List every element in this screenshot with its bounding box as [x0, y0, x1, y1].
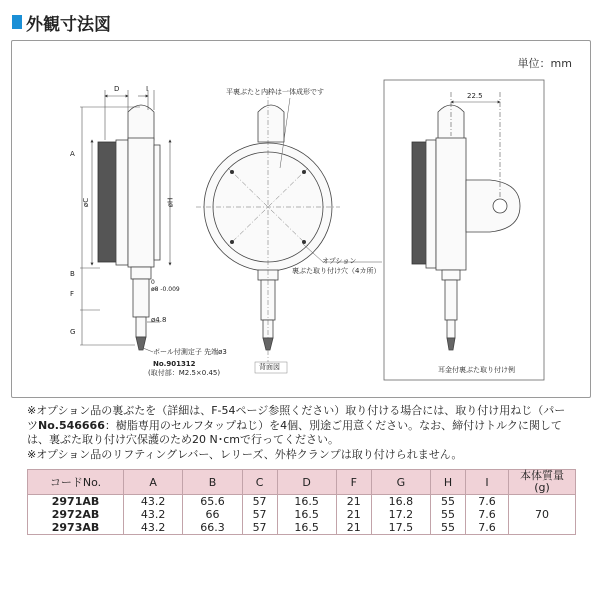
dim-d-label: D [114, 85, 120, 93]
header-mass-line1: 本体質量 [520, 469, 564, 482]
table-cell: 57 [242, 495, 277, 509]
table-cell: 21 [336, 508, 371, 521]
lug-view [412, 105, 520, 350]
table-cell: 55 [431, 521, 466, 535]
side-back [154, 145, 160, 260]
table-cell: 16.5 [277, 495, 336, 509]
dim-f-label: F [70, 290, 75, 298]
note-1-part-b: ：樹脂専用のセルフタップねじ）を4個、別途ご用意ください。なお、締付けトルクに関しては、裏ぶた取り付け穴保護のため20 N･cmで行ってください。 [27, 418, 562, 446]
lug-stem [445, 280, 457, 320]
lug-contact-tip [447, 338, 455, 350]
mass-cell: 70 [509, 495, 576, 535]
side-bezel-knurl [98, 142, 118, 262]
table-row [28, 521, 576, 535]
notes-block [27, 404, 575, 462]
table-cell: 55 [431, 508, 466, 521]
part-number-label: No.901312 [153, 360, 196, 368]
dim-c-label: øC [82, 197, 91, 208]
side-stem [133, 279, 149, 317]
table-cell: 16.5 [277, 508, 336, 521]
header-b: B [183, 470, 242, 495]
stem-diameter-label: ø8 -0.009 [151, 286, 180, 293]
table-cell: 65.6 [183, 495, 242, 509]
table-cell: 16.8 [371, 495, 430, 509]
dim-g-label: G [70, 328, 76, 336]
header-h: H [431, 470, 466, 495]
table-cell: 43.2 [124, 495, 183, 509]
table-cell: 7.6 [465, 495, 508, 509]
lug-hole [493, 199, 507, 213]
front-top-cap [258, 105, 284, 142]
table-cell: 21 [336, 521, 371, 535]
table-cell: 7.6 [465, 508, 508, 521]
table-cell: 16.5 [277, 521, 336, 535]
table-cell: 17.2 [371, 508, 430, 521]
header-i: I [465, 470, 508, 495]
note-1-part-number: No.546666 [38, 418, 105, 432]
table-cell: 66.3 [183, 521, 242, 535]
table-cell: 43.2 [124, 508, 183, 521]
lug-dim-label: 22.5 [467, 92, 483, 100]
side-bezel [116, 140, 128, 265]
part-note-label: (取付部：M2.5×0.45) [148, 369, 221, 377]
lug-spindle [447, 320, 455, 338]
header-c: C [242, 470, 277, 495]
table-cell: 7.6 [465, 521, 508, 535]
section-title-text: 外観寸法図 [26, 14, 111, 35]
dim-h-label: øH [166, 197, 175, 208]
table-row [28, 495, 576, 509]
side-view [98, 105, 160, 350]
side-top-cap [128, 105, 154, 140]
header-code: コードNo. [28, 470, 124, 495]
table-cell: 55 [431, 495, 466, 509]
lug-neck [442, 270, 460, 280]
side-contact-tip [136, 337, 146, 350]
dim-a-label: A [70, 150, 75, 158]
top-note-label: 平裏ぶたと内枠は一体成形です [226, 88, 324, 96]
side-body [128, 138, 154, 267]
lug-bezel [426, 140, 436, 268]
table-cell: 2973AB [28, 521, 124, 535]
back-view-label: 背面図 [259, 363, 280, 371]
table-cell: 57 [242, 521, 277, 535]
stem-tolerance-top: 0 [151, 279, 155, 286]
lug-body [436, 138, 466, 270]
table-cell: 2972AB [28, 508, 124, 521]
tip-diameter-label: ø4.8 [151, 316, 167, 324]
option-label: オプション [322, 257, 357, 265]
lug-caption-label: 耳金付裏ぶた取り付け例 [438, 366, 515, 374]
contact-point-label: ボール付測定子 先端ø3 [153, 348, 227, 356]
option-holes-label: 裏ぶた取り付け穴（4カ所） [292, 267, 381, 275]
note-1 [27, 404, 575, 448]
header-d: D [277, 470, 336, 495]
header-a: A [124, 470, 183, 495]
table-cell: 57 [242, 508, 277, 521]
side-lower-neck [131, 267, 151, 279]
table-cell: 21 [336, 495, 371, 509]
dim-i-label: I [146, 85, 149, 93]
header-f: F [336, 470, 371, 495]
note-2: ※オプション品のリフティングレバー、レリーズ、外枠クランプは取り付けられません。 [27, 447, 463, 461]
header-mass [509, 470, 576, 495]
header-g: G [371, 470, 430, 495]
spec-table [27, 469, 576, 535]
header-mass-line2: (g) [534, 481, 550, 494]
table-row [28, 508, 576, 521]
side-spindle [136, 317, 146, 337]
table-cell: 66 [183, 508, 242, 521]
table-cell: 17.5 [371, 521, 430, 535]
table-cell: 43.2 [124, 521, 183, 535]
dim-b-label: B [70, 270, 75, 278]
note-1-part-a: ※オプション品の裏ぶたを（詳細は、F-54ページ参照ください）取り付ける場合には、取り付け用ねじ（パーツ [27, 404, 566, 432]
table-cell: 2971AB [28, 495, 124, 509]
unit-label: 単位：mm [517, 57, 572, 70]
